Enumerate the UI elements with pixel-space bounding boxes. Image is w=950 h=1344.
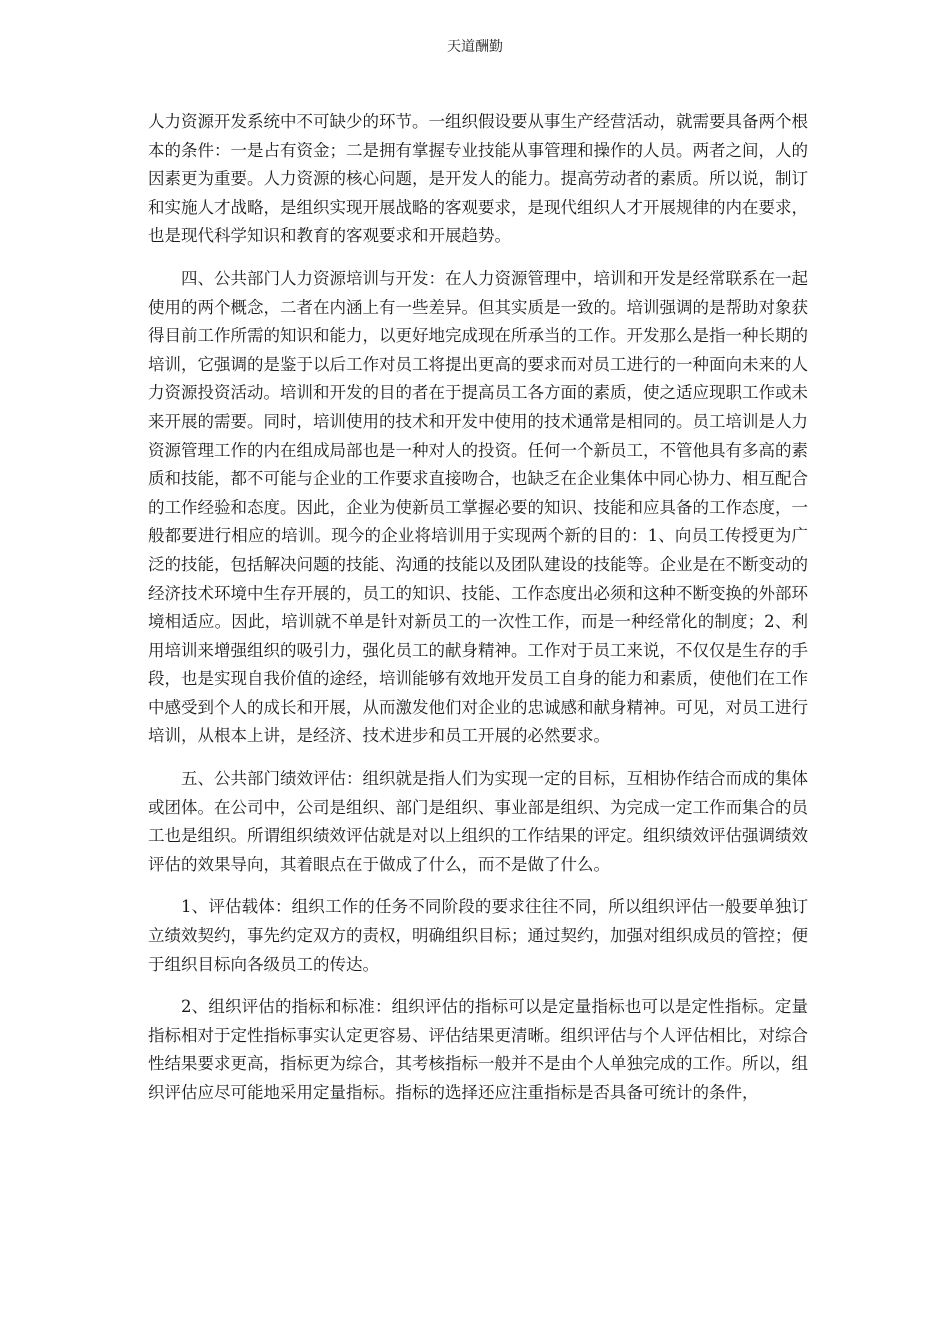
paragraph-training-development: 四、公共部门人力资源培训与开发：在人力资源管理中，培训和开发是经常联系在一起使用的两个概念，二者在内涵上有一些差异。但其实质是一致的。培训强调的是帮助对象获得目前工作所需的知识和能力，以更好地完成现在所承当的工作。开发那么是指一种长期的培训，它强调的是鉴于以后工作对员工将提出更高的要求而对员工进行的一种面向未来的人力资源投资活动。培训和开发的目的者在于提高员工各方面的素质，使之适应现职工作或未来开展的需要。同时，培训使用的技术和开发中使用的技术通常是相同的。员工培训是人力资源管理工作的内在组成局部也是一种对人的投资。任何一个新员工，不管他具有多高的素质和技能，都不可能与企业的工作要求直接吻合，也缺乏在企业集体中同心协力、相互配合的工作经验和态度。因此，企业为使新员工掌握必要的知识、技能和应具备的工作态度，一般都要进行相应的培训。现今的企业将培训用于实现两个新的目的：1、向员工传授更为广泛的技能，包括解决问题的技能、沟通的技能以及团队建设的技能等。企业是在不断变动的经济技术环境中生存开展的，员工的知识、技能、工作态度出必须和这种不断变换的外部环境相适应。因此，培训就不单是针对新员工的一次性工作，而是一种经常化的制度；2、利用培训来增强组织的吸引力，强化员工的献身精神。工作对于员工来说，不仅仅是生存的手段，也是实现自我价值的途经，培训能够有效地开发员工自身的能力和素质，使他们在工作中感受到个人的成长和开展，从而激发他们对企业的忠诚感和献身精神。可见，对员工进行培训，从根本上讲，是经济、技术进步和员工开展的必然要求。 <box>148 268 808 746</box>
page-header: 天道酬勤 <box>447 39 503 55</box>
paragraph-evaluation-carrier: 1、评估载体：组织工作的任务不同阶段的要求往往不同，所以组织评估一般要单独订立绩效契约，事先约定双方的责权，明确组织目标；通过契约，加强对组织成员的管控；便于组织目标向各级员工的传达。 <box>148 897 808 974</box>
paragraph-talent-strategy: 人力资源开发系统中不可缺少的环节。一组织假设要从事生产经营活动，就需要具备两个根本的条件：一是占有资金；二是拥有掌握专业技能从事管理和操作的人员。两者之间，人的因素更为重要。人力资源的核心问题，是开发人的能力。提高劳动者的素质。所以说，制订和实施人才战略，是组织实现开展战略的客观要求，是现代组织人才开展规律的内在要求，也是现代科学知识和教育的客观要求和开展趋势。 <box>148 112 808 246</box>
paragraph-performance-evaluation: 五、公共部门绩效评估：组织就是指人们为实现一定的目标，互相协作结合而成的集体或团体。在公司中，公司是组织、部门是组织、事业部是组织、为完成一定工作而集合的员工也是组织。所谓组织绩效评估就是对以上组织的工作结果的评定。组织绩效评估强调绩效评估的效果导向，其着眼点在于做成了什么，而不是做了什么。 <box>148 769 808 874</box>
document-body <box>148 108 808 1122</box>
paragraph-evaluation-indicators: 2、组织评估的指标和标准：组织评估的指标可以是定量指标也可以是定性指标。定量指标相对于定性指标事实认定更容易、评估结果更清晰。组织评估与个人评估相比，对综合性结果要求更高，指标更为综合，其考核指标一般并不是由个人单独完成的工作。所以，组织评估应尽可能地采用定量指标。指标的选择还应注重指标是否具备可统计的条件， <box>148 997 808 1102</box>
